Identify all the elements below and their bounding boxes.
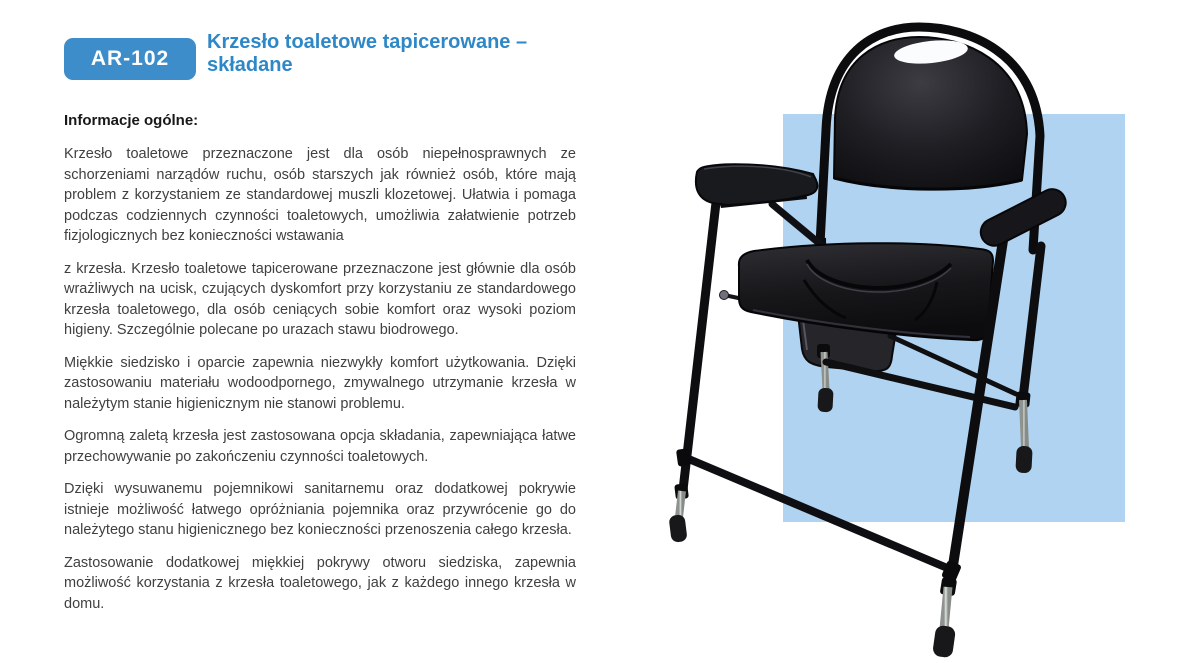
body-paragraph: Dzięki wysuwanemu pojemnikowi sanitarnemu oraz dodatkowej pokrywie istnieje możliwość łatwego opróżniania pojemnika oraz przywrócenie go do należytego stanu higienicznego bez konieczności przenoszenia całego krzesła. [64, 481, 576, 538]
rubber-foot-tip [668, 514, 687, 543]
rail-knob [720, 291, 729, 300]
leg-silver-extension [824, 352, 826, 390]
rubber-foot-tip [817, 388, 833, 413]
rubber-foot-tip [1015, 446, 1032, 474]
description-section [64, 112, 576, 626]
body-paragraph: z krzesła. Krzesło toaletowe tapicerowane przeznaczone jest głównie dla osób wrażliwych na ucisk, czujących dyskomfort przy korzystaniu ze standardowego krzesła toaletowego, dla osób ceniących sobie komfort oraz wysoki poziom higieny. Szczególnie polecane po urazach stawu biodrowego. [64, 260, 576, 338]
leg-silver-extension [944, 587, 948, 629]
chair-seat [739, 243, 993, 340]
body-paragraph: Miękkie siedzisko i oparcie zapewnia niezwykły komfort użytkowania. Dzięki zastosowaniu materiału wodoodpornego, zmywalnego utrzymanie krzesła w należytym stanie higienicznym nie stanowi problemu. [64, 354, 576, 412]
body-paragraph: Krzesło toaletowe przeznaczone jest dla osób niepełnosprawnych ze schorzeniami narządów ruchu, osób starszych jak również osób, które mają problem z korzystaniem ze standardowej muszli klozetowej. Ułatwia i pomaga podczas codziennych czynności toaletowych, umożliwia załatwienie potrzeb fizjologicznych bez konieczności wstawania [64, 146, 576, 244]
chair-illustration [620, 0, 1200, 663]
product-title [207, 31, 527, 77]
chair-front-left-leg [668, 194, 717, 543]
leg-silver-extension [679, 491, 682, 517]
leg-tube [683, 194, 717, 490]
brace-clamp [676, 448, 691, 467]
product-title-line2: składane [207, 54, 293, 76]
body-paragraph: Ogromną zaletą krzesła jest zastosowana opcja składania, zapewniająca łatwe przechowywanie po zakończeniu czynności toaletowych. [64, 428, 576, 465]
product-title-line1: Krzesło toaletowe tapicerowane – [207, 31, 528, 53]
leg-silver-extension [1023, 400, 1025, 448]
product-photo [620, 0, 1200, 663]
section-heading: Informacje ogólne: [64, 112, 199, 129]
rubber-foot-tip [932, 625, 956, 658]
product-code-badge: AR-102 [64, 38, 196, 80]
body-paragraph: Zastosowanie dodatkowej miękkiej pokrywy otworu siedziska, zapewnia możliwość korzystania z krzesła toaletowego, jak z każdego innego krzesła w domu. [64, 554, 576, 612]
